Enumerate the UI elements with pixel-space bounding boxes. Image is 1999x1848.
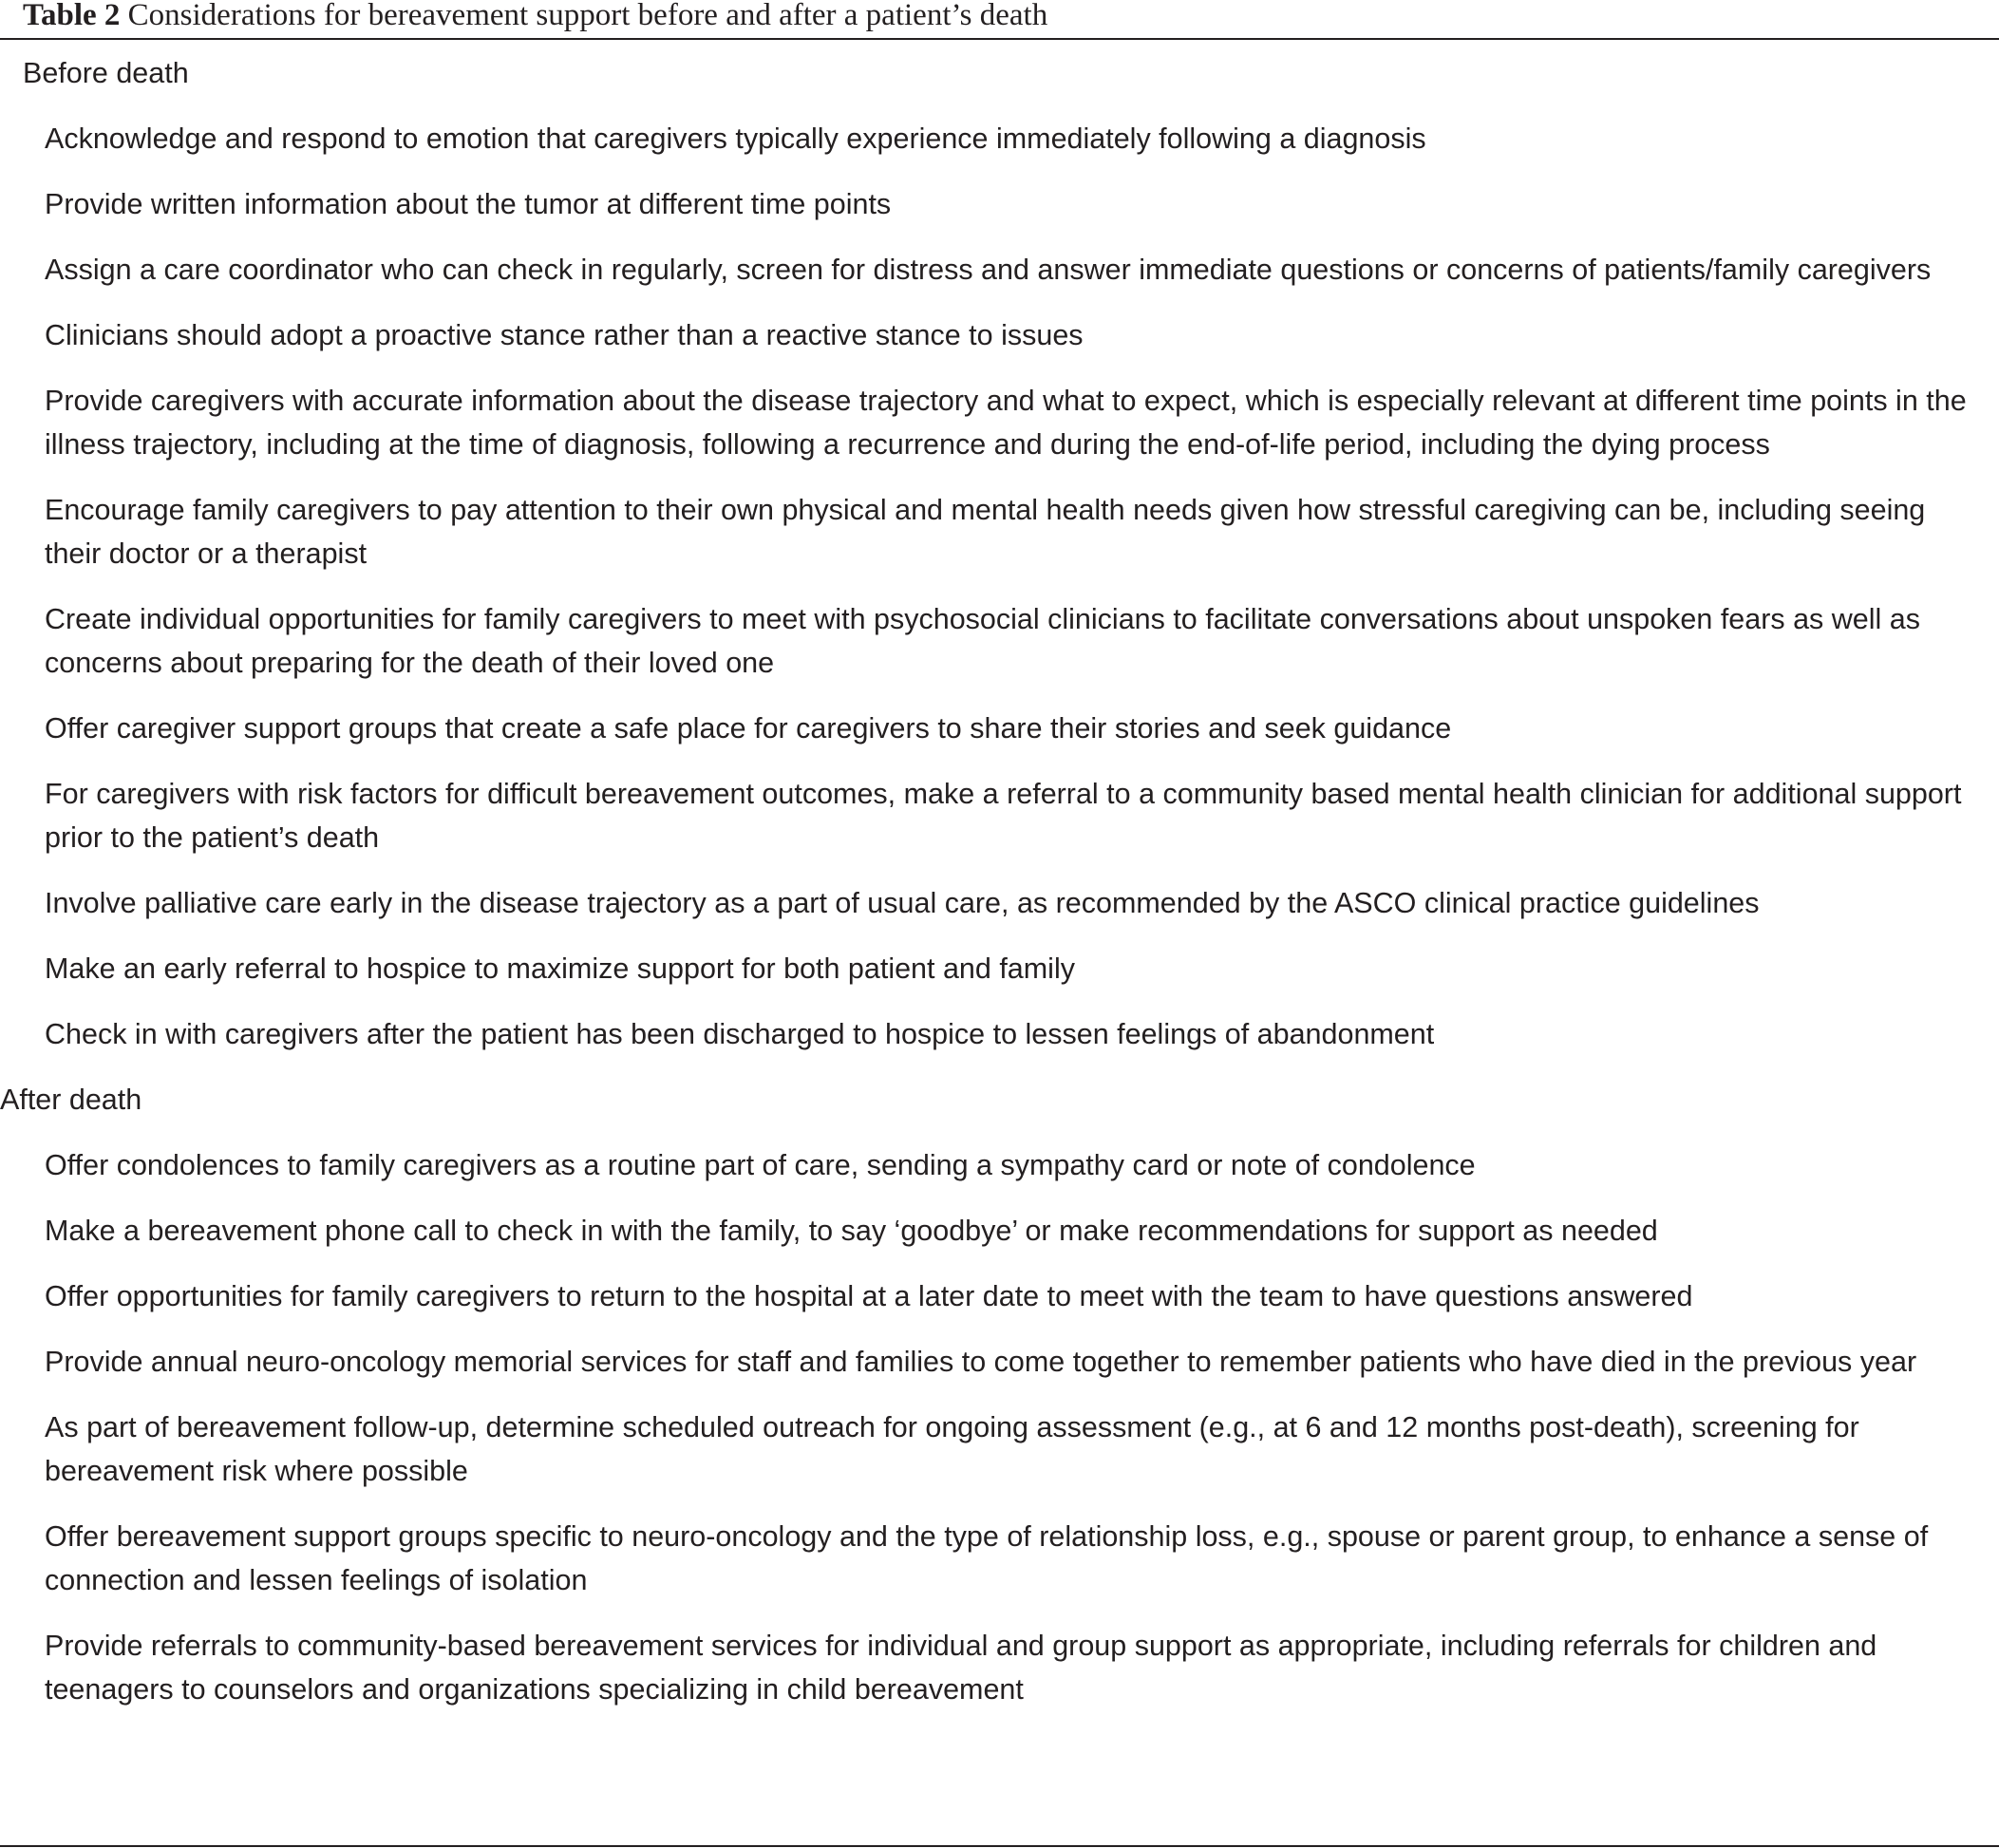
table-row: Provide caregivers with accurate information about the disease trajectory and what to expect, which is especially relevant at different time points in the illness trajectory, including at the time of diagnosis, following a recurrence and during the end-of-life period, including the dying process <box>45 385 1967 461</box>
table-row: Make an early referral to hospice to maximize support for both patient and family <box>45 952 1075 985</box>
table-row: Provide written information about the tumor at different time points <box>45 188 892 220</box>
table-row: Check in with caregivers after the patient has been discharged to hospice to lessen feelings of abandonment <box>45 1018 1435 1050</box>
section-heading-before-death: Before death <box>23 57 189 89</box>
table-row: Offer condolences to family caregivers as a routine part of care, sending a sympathy card or note of condolence <box>45 1149 1476 1181</box>
section-heading-after-death: After death <box>0 1084 142 1116</box>
table-bottom-rule <box>0 1845 1999 1847</box>
table-row: For caregivers with risk factors for difficult bereavement outcomes, make a referral to a community based mental health clinician for additional support prior to the patient’s death <box>45 778 1962 854</box>
table-row: Offer opportunities for family caregivers to return to the hospital at a later date to meet with the team to have questions answered <box>45 1280 1693 1312</box>
table-row: Offer caregiver support groups that create a safe place for caregivers to share their stories and seek guidance <box>45 712 1452 745</box>
table-row: As part of bereavement follow-up, determine scheduled outreach for ongoing assessment (e.g., at 6 and 12 months post-death), screening for bereavement risk where possible <box>45 1411 1859 1487</box>
table-row: Provide annual neuro-oncology memorial services for staff and families to come together to remember patients who have died in the previous year <box>45 1346 1917 1378</box>
table-body <box>0 51 1999 1711</box>
table-row: Make a bereavement phone call to check in with the family, to say ‘goodbye’ or make recommendations for support as needed <box>45 1215 1658 1247</box>
table-row: Offer bereavement support groups specific to neuro-oncology and the type of relationship loss, e.g., spouse or parent group, to enhance a sense of connection and lessen feelings of isolation <box>45 1520 1929 1596</box>
before-death-list <box>0 117 1999 1056</box>
table-caption-title: Considerations for bereavement support before and after a patient’s death <box>127 0 1048 32</box>
section-before-death <box>0 51 1999 1056</box>
table-row: Assign a care coordinator who can check in regularly, screen for distress and answer immediate questions or concerns of patients/family caregivers <box>45 254 1932 286</box>
table-row: Clinicians should adopt a proactive stance rather than a reactive stance to issues <box>45 319 1084 351</box>
table-row: Encourage family caregivers to pay attention to their own physical and mental health needs given how stressful caregiving can be, including seeing their doctor or a therapist <box>45 494 1926 570</box>
table-row: Acknowledge and respond to emotion that caregivers typically experience immediately following a diagnosis <box>45 123 1426 155</box>
table-row: Involve palliative care early in the disease trajectory as a part of usual care, as recommended by the ASCO clinical practice guidelines <box>45 887 1760 919</box>
table-caption <box>23 0 1047 34</box>
section-after-death <box>0 1078 1999 1711</box>
table-row: Provide referrals to community-based bereavement services for individual and group support as appropriate, including referrals for children and teenagers to counselors and organizations specializing in child bereavement <box>45 1630 1877 1706</box>
table-top-rule <box>0 38 1999 40</box>
table-row: Create individual opportunities for family caregivers to meet with psychosocial clinicians to facilitate conversations about unspoken fears as well as concerns about preparing for the death of their loved one <box>45 603 1921 679</box>
after-death-list <box>0 1143 1999 1711</box>
table-caption-label: Table 2 <box>23 0 121 32</box>
